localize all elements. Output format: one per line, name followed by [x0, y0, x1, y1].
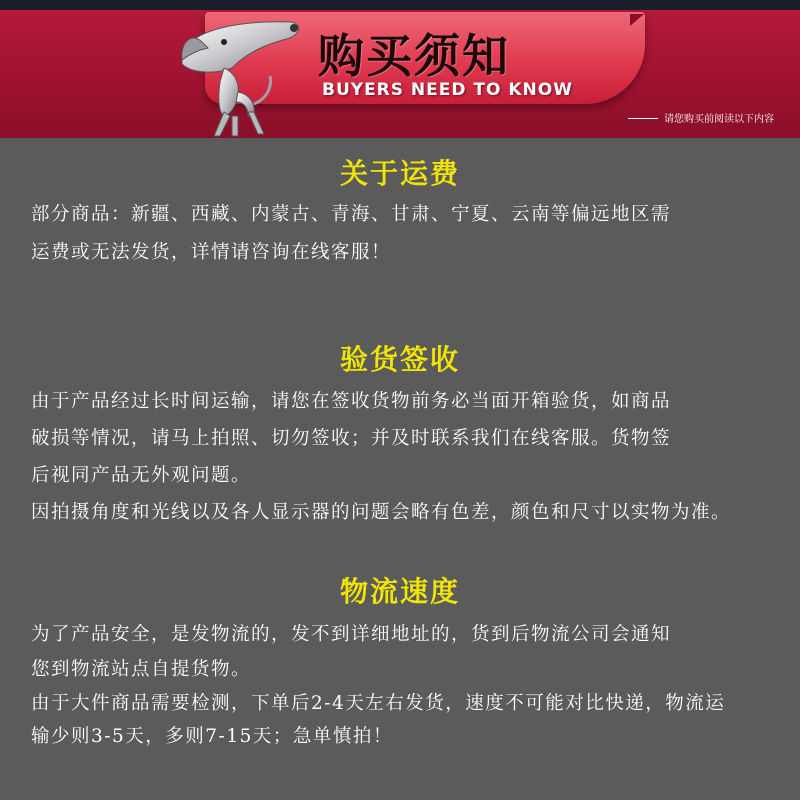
section-text-line: 您到物流站点自提货物。 — [31, 659, 252, 680]
header-bar — [0, 0, 800, 138]
silver-dog-mascot-icon — [172, 12, 312, 138]
section-text-line: 为了产品安全，是发物流的，发不到详细地址的，货到后物流公司会通知 — [31, 624, 672, 645]
section-text-line: 部分商品：新疆、西藏、内蒙古、青海、甘肃、宁夏、云南等偏远地区需 — [31, 204, 672, 225]
section-text-line: 输少则3-5天，多则7-15天；急单慎拍！ — [31, 726, 393, 747]
ribbon-fold — [630, 14, 644, 26]
section-text-line: 由于产品经过长时间运输，请您在签收货物前务必当面开箱验货，如商品 — [31, 391, 672, 412]
section-text-line: 后视同产品无外观问题。 — [31, 465, 252, 486]
note-divider — [628, 118, 658, 119]
header-note: 请您购买前阅读以下内容 — [664, 114, 774, 125]
section-text-line: 因拍摄角度和光线以及各人显示器的问题会略有色差，颜色和尺寸以实物为准。 — [31, 502, 732, 523]
section-text-line: 运费或无法发货，详情请咨询在线客服！ — [31, 242, 392, 263]
section-title-inspection: 验货签收 — [339, 343, 460, 376]
section-text-line: 破损等情况，请马上拍照、切勿签收；并及时联系我们在线客服。货物签 — [31, 428, 672, 449]
section-text-line: 由于大件商品需要检测，下单后2-4天左右发货，速度不可能对比快递，物流运 — [31, 693, 726, 714]
page-title: 购买须知 — [318, 29, 510, 83]
section-title-logistics: 物流速度 — [339, 575, 460, 608]
section-title-shipping-fee: 关于运费 — [339, 157, 460, 190]
page-subtitle: BUYERS NEED TO KNOW — [322, 80, 573, 100]
